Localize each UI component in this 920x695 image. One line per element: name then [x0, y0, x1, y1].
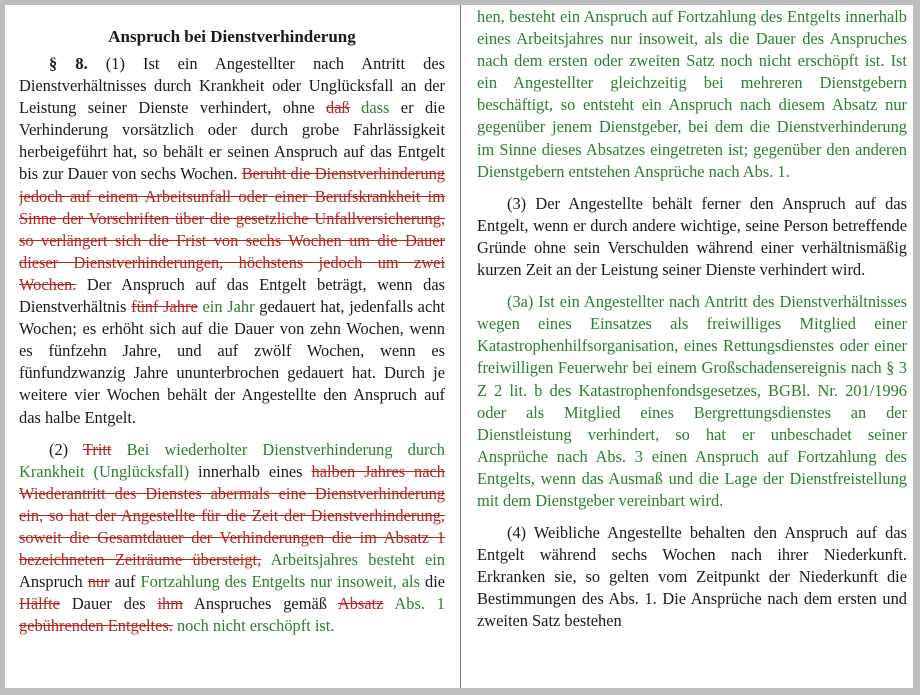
paragraph-2-continued: hen, besteht ein Anspruch auf Fortzahlung des Entgelts innerhalb eines Arbeitsjahres nur insoweit, als die Dauer des Anspruches nach dem ersten oder zweiten Satz noch nicht erschöpft ist. Ist ein Angestellter gleichzeitig bei mehreren Dienstgebern beschäftigt, so entsteht ein Anspruch nach diesem Absatz nur gegenüber jenem Dienstgeber, bei dem die Dienstverhinderung im Sinne dieses Absatzes eingetreten ist; gegenüber den anderen Dienstgebern entstehen Ansprüche nach Abs. 1.: [477, 7, 907, 181]
section-number: § 8.: [49, 54, 88, 73]
deleted-text: ihm: [157, 594, 183, 614]
inserted-text: ein Jahr: [202, 297, 255, 317]
text: Dauer des: [59, 594, 158, 614]
paragraph-2: [19, 439, 445, 638]
text: auf: [109, 572, 141, 592]
text: die: [420, 572, 445, 592]
text: innerhalb eines: [189, 461, 312, 481]
text: (1) Ist ein Angestellter nach Antritt des Dienstverhältnisses durch Krankheit oder Unglücksfall an der Leistung seiner Dienste verhindert, ohne: [19, 54, 445, 118]
deleted-text: Absatz: [337, 594, 384, 614]
deleted-text: nur: [87, 572, 110, 592]
inserted-text: dass: [361, 98, 390, 118]
inserted-text: noch nicht erschöpft ist.: [172, 616, 335, 636]
deleted-text: halben Jahres nach Wiederantritt des Dienstes abermals eine Dienstverhinderung ein, so hat der Angestellte für die Zeit der Dienstverhinderung, soweit die Gesamtdauer der Verhinderungen die im Absatz 1 bezeichneten Zeiträume übersteigt,: [19, 461, 445, 570]
column-divider: [460, 5, 461, 688]
document-page: [5, 5, 913, 688]
deleted-text: Hälfte: [19, 594, 60, 614]
deleted-text: Tritt: [82, 439, 112, 459]
text: er die Verhinderung vorsätzlich oder durch grobe Fahrlässigkeit herbeigeführt hat, so behält er seinen Anspruch auf das Entgelt bis zur Dauer von sechs Wochen.: [19, 98, 445, 184]
right-column: [477, 5, 907, 688]
inserted-text: Abs. 1: [394, 594, 445, 614]
text: gedauert hat, jedenfalls acht Wochen; es erhöht sich auf die Dauer von zehn Wochen, wenn es fünfzehn Jahre, und auf zwölf Wochen, wenn es fünfundzwanzig Jahre ununterbrochen gedauert hat. Durch je weitere vier Wochen behält der Angestellte den Anspruch auf das halbe Entgelt.: [19, 297, 445, 427]
text: Anspruch: [19, 572, 88, 592]
deleted-text: gebührenden Entgeltes.: [19, 616, 173, 636]
paragraph-3: (3) Der Angestellte behält ferner den Anspruch auf das Entgelt, wenn er durch andere wichtige, seine Person betreffende Gründe ohne sein Verschulden während einer verhältnismäßig kurzen Zeit an der Leistung seiner Dienste verhindert wird.: [477, 193, 907, 280]
inserted-text: Bei wiederholter Dienstverhinderung durch Krankheit (Unglücksfall): [19, 439, 445, 481]
inserted-text: Arbeitsjahres besteht ein: [261, 550, 445, 570]
paragraph-1: [19, 53, 445, 429]
section-title: Anspruch bei Dienstverhinderung: [108, 27, 356, 46]
inserted-text: Fortzahlung des Entgelts nur insoweit, als: [140, 572, 420, 592]
text: Anspruches gemäß: [183, 594, 338, 614]
deleted-text: daß: [326, 98, 350, 118]
left-column: [19, 5, 445, 688]
text: (2): [49, 439, 83, 459]
paragraph-3a: (3a) Ist ein Angestellter nach Antritt des Dienstverhältnisses wegen eines Einsatzes als freiwilliges Mitglied einer Katastrophenhilfsorganisation, eines Rettungsdienstes oder einer freiwilligen Feuerwehr bei einem Großschadensereignis nach § 3 Z 2 lit. b des Katastrophenfondsgesetzes, BGBl. Nr. 201/1996 oder als Mitglied eines Bergrettungsdienstes an der Dienstleistung verhindert, so hat er unbeschadet seiner Ansprüche nach Abs. 3 einen Anspruch auf Fortzahlung des Entgelts, wenn das Ausmaß und die Lage der Dienstfreistellung mit dem Dienstgeber vereinbart wird.: [477, 292, 907, 510]
deleted-text: Beruht die Dienstverhinderung jedoch auf einem Arbeitsunfall oder einer Berufskrankheit im Sinne der Vorschriften über die gesetzliche Unfallversicherung, so verlängert sich die Frist von sechs Wochen um die Dauer dieser Dienstverhinderungen, höchstens jedoch um zwei Wochen.: [19, 164, 445, 294]
paragraph-4: (4) Weibliche Angestellte behalten den Anspruch auf das Entgelt während sechs Wochen nach ihrer Niederkunft. Erkranken sie, so gelten vom Zeitpunkt der Niederkunft die Bestimmungen des Abs. 1. Die Ansprüche nach dem ersten und zweiten Satz bestehen: [477, 523, 907, 631]
text: Der Anspruch auf das Entgelt beträgt, wenn das Dienstverhältnis: [19, 274, 445, 317]
deleted-text: fünf Jahre: [131, 297, 198, 317]
